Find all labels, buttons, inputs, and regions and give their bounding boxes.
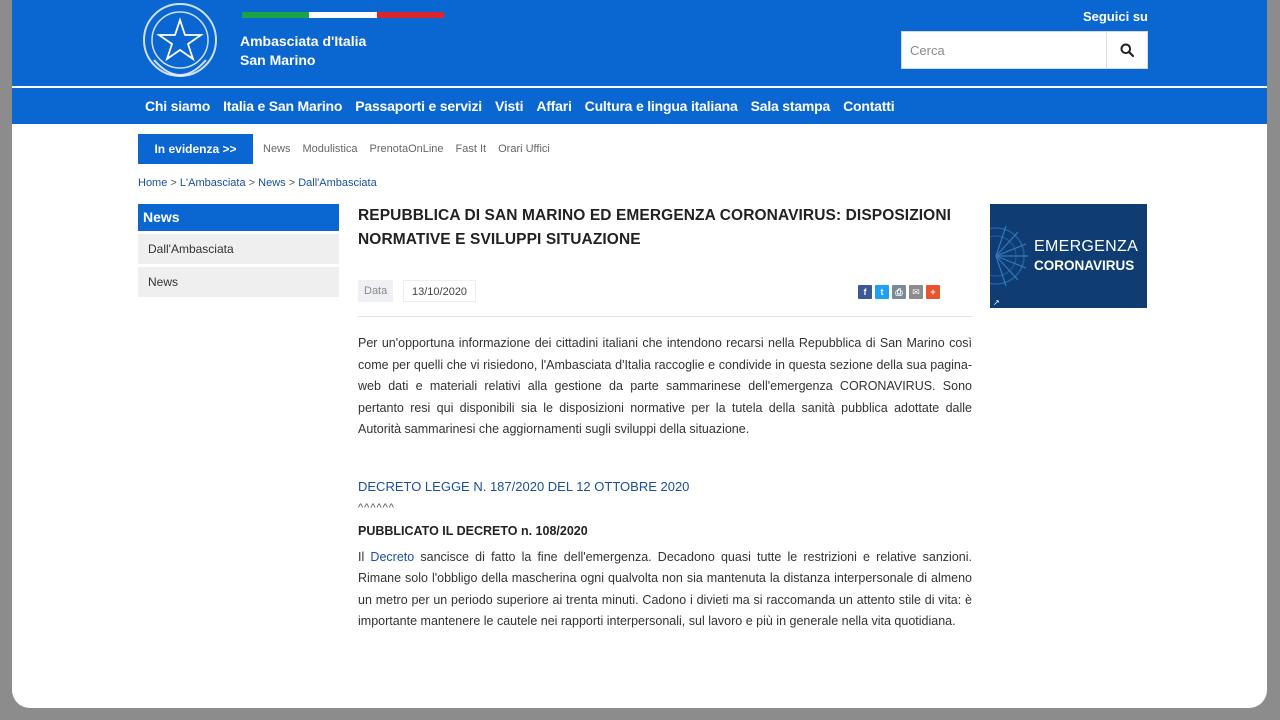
article xyxy=(358,204,972,633)
decree-body-prefix: Il xyxy=(358,549,365,564)
decree-link[interactable]: DECRETO LEGGE N. 187/2020 DEL 12 OTTOBRE 2020 xyxy=(358,478,690,494)
share-buttons xyxy=(858,285,943,299)
print-icon[interactable]: ⎙ xyxy=(892,285,906,299)
italian-flag-stripe xyxy=(242,12,444,18)
highlight-link-news[interactable]: News xyxy=(263,143,291,155)
decree-body xyxy=(358,547,972,633)
in-evidenza-button[interactable]: In evidenza >> xyxy=(138,134,253,164)
section-separator: ^^^^^^ xyxy=(358,501,395,514)
republic-emblem-icon[interactable] xyxy=(140,0,220,84)
search-box xyxy=(901,31,1148,69)
sidebar-heading[interactable]: News xyxy=(138,204,339,231)
nav-item-contatti[interactable]: Contatti xyxy=(843,98,895,114)
breadcrumb-dall-ambasciata[interactable]: Dall'Ambasciata xyxy=(298,177,377,189)
search-icon xyxy=(1120,43,1134,57)
plus-icon[interactable]: + xyxy=(926,285,940,299)
highlight-link-modulistica[interactable]: Modulistica xyxy=(302,143,358,155)
sidebar-item-news[interactable]: News xyxy=(138,267,339,297)
decree-subheading: PUBBLICATO IL DECRETO n. 108/2020 xyxy=(358,523,588,538)
site-header xyxy=(12,0,1267,86)
article-intro: Per un'opportuna informazione dei cittadini italiani che intendono recarsi nella Repubblica di San Marino così come per quelli che vi risiedono, l'Ambasciata d'Italia raccoglie e condivide in questa sezione della sua pagina-web dati e materiali relativi alla gestione da parte sammarinese dell'emergenza CORONAVIRUS. Sono pertanto resi qui disponibili sia le disposizioni normative per la tutela della sanità pubblica adottate dalle Autorità sammarinesi che aggiornamenti sugli sviluppi della situazione. xyxy=(358,336,972,436)
nav-item-cultura[interactable]: Cultura e lingua italiana xyxy=(584,98,738,114)
nav-item-passaporti[interactable]: Passaporti e servizi xyxy=(355,98,482,114)
follow-us-label: Seguici su xyxy=(1082,9,1148,24)
nav-item-italia-san-marino[interactable]: Italia e San Marino xyxy=(223,98,343,114)
nav-item-affari[interactable]: Affari xyxy=(536,98,572,114)
email-icon[interactable]: ✉ xyxy=(909,285,923,299)
date-label: Data xyxy=(358,280,393,302)
highlight-link-orari-uffici[interactable]: Orari Uffici xyxy=(498,143,550,155)
twitter-icon[interactable]: t xyxy=(875,285,889,299)
breadcrumb-separator: > xyxy=(245,177,259,189)
banner-line2: CORONAVIRUS xyxy=(1034,258,1135,273)
breadcrumb-home[interactable]: Home xyxy=(138,177,168,189)
svg-text:↗: ↗ xyxy=(993,298,1000,307)
article-meta xyxy=(358,280,972,304)
emergenza-coronavirus-banner[interactable] xyxy=(990,204,1147,308)
site-title[interactable] xyxy=(240,32,366,70)
site-title-line2: San Marino xyxy=(240,52,316,68)
search-input[interactable] xyxy=(902,32,1109,68)
browser-viewport xyxy=(12,0,1267,708)
highlight-link-fast-it[interactable]: Fast It xyxy=(455,143,487,155)
nav-item-visti[interactable]: Visti xyxy=(494,98,524,114)
sidebar xyxy=(138,204,339,297)
main-navigation xyxy=(12,88,1267,124)
decree-body-text: sancisce di fatto la fine dell'emergenza. Decadono quasi tutte le restrizioni e relative sanzioni. Rimane solo l'obbligo della mascherina ogni qualvolta non sia mantenuta la distanza interpersonale di almeno un metro per un periodo superiore ai trenta minuti. Cadono i divieti ma si raccomanda un attento stile di vita: è importante mantenere le cautele nei rapporti interpersonali, sul lavoro e più in generale nella vita quotidiana. xyxy=(358,549,972,628)
date-value: 13/10/2020 xyxy=(403,280,476,302)
breadcrumb-separator: > xyxy=(167,177,180,189)
breadcrumb-ambasciata[interactable]: L'Ambasciata xyxy=(179,177,246,189)
highlight-link-prenotaonline[interactable]: PrenotaOnLine xyxy=(369,143,444,155)
facebook-icon[interactable]: f xyxy=(858,285,872,299)
breadcrumb-separator: > xyxy=(285,177,299,189)
decree-inline-link[interactable]: Decreto xyxy=(370,549,415,564)
article-divider xyxy=(358,316,972,317)
article-title: REPUBBLICA DI SAN MARINO ED EMERGENZA CORONAVIRUS: DISPOSIZIONI NORMATIVE E SVILUPPI SITUAZIONE xyxy=(358,207,952,248)
site-title-line1: Ambasciata d'Italia xyxy=(240,33,367,49)
breadcrumb-news[interactable]: News xyxy=(258,177,286,189)
sidebar-item-dall-ambasciata[interactable]: Dall'Ambasciata xyxy=(138,234,339,264)
nav-item-sala-stampa[interactable]: Sala stampa xyxy=(750,98,831,114)
highlight-bar xyxy=(138,134,562,164)
search-button[interactable] xyxy=(1106,32,1147,68)
banner-line1: EMERGENZA xyxy=(1034,238,1139,255)
breadcrumb xyxy=(138,177,377,189)
nav-item-chi-siamo[interactable]: Chi siamo xyxy=(145,98,211,114)
